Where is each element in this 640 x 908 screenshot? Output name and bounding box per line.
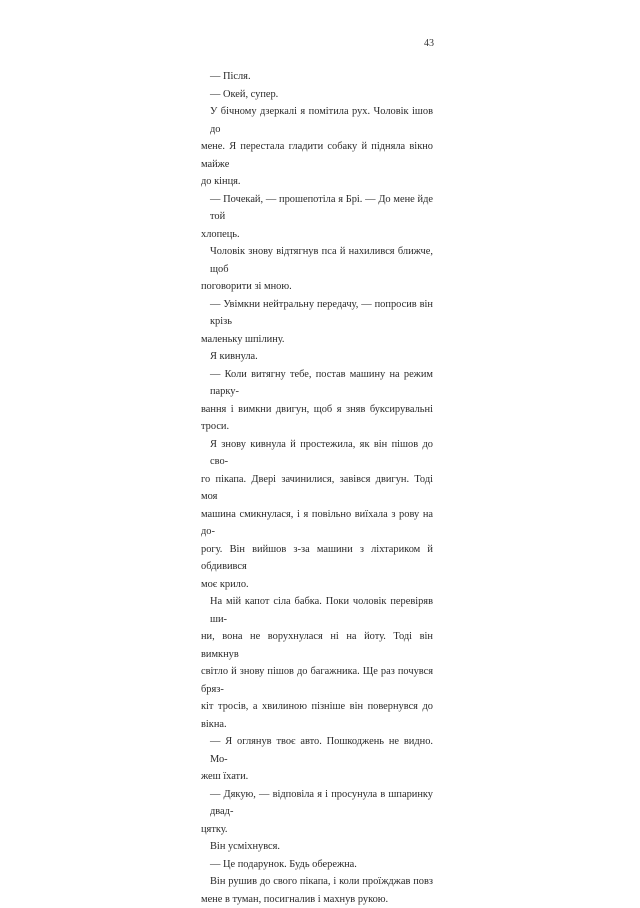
text-line: цятку. <box>201 821 433 839</box>
text-line: Чоловік знову відтягнув пса й нахилився ближче, щоб <box>201 243 433 278</box>
text-line: Я кивнула. <box>201 348 433 366</box>
text-line: рогу. Він вийшов з-за машини з ліхтариком й обдивився <box>201 541 433 576</box>
text-line: кіт тросів, а хвилиною пізніше він повернувся до вікна. <box>201 698 433 733</box>
text-line: — Коли витягну тебе, постав машину на режим парку- <box>201 366 433 401</box>
text-line: моє крило. <box>201 576 433 594</box>
text-line: — Після. <box>201 68 433 86</box>
text-line: Я знову кивнула й простежила, як він пішов до сво- <box>201 436 433 471</box>
text-line: го пікапа. Двері зачинилися, завівся двигун. Тоді моя <box>201 471 433 506</box>
text-line: машина смикнулася, і я повільно виїхала з рову на до- <box>201 506 433 541</box>
page-number: 43 <box>418 38 434 49</box>
text-line: У бічному дзеркалі я помітила рух. Чоловік ішов до <box>201 103 433 138</box>
text-line: поговорити зі мною. <box>201 278 433 296</box>
text-line: мене в туман, посигналив і махнув рукою. <box>201 891 433 908</box>
text-line: хлопець. <box>201 226 433 244</box>
text-line: до кінця. <box>201 173 433 191</box>
text-line: — Це подарунок. Будь обережна. <box>201 856 433 874</box>
body-text <box>201 68 433 908</box>
text-line: На мій капот сіла бабка. Поки чоловік перевіряв ши- <box>201 593 433 628</box>
text-line: — Я оглянув твоє авто. Пошкоджень не видно. Мо- <box>201 733 433 768</box>
text-line: — Почекай, — прошепотіла я Брі. — До мене йде той <box>201 191 433 226</box>
text-line: вання і вимкни двигун, щоб я зняв буксирувальні троси. <box>201 401 433 436</box>
text-line: жеш їхати. <box>201 768 433 786</box>
text-line: ни, вона не ворухнулася ні на йоту. Тоді він вимкнув <box>201 628 433 663</box>
text-line: світло й знову пішов до багажника. Ще раз почувся бряз- <box>201 663 433 698</box>
text-line: мене. Я перестала гладити собаку й підняла вікно майже <box>201 138 433 173</box>
text-line: маленьку шпілину. <box>201 331 433 349</box>
text-line: — Дякую, — відповіла я і просунула в шпаринку двад- <box>201 786 433 821</box>
text-line: Він рушив до свого пікапа, і коли проїжджав повз <box>201 873 433 891</box>
text-line: — Увімкни нейтральну передачу, — попросив він крізь <box>201 296 433 331</box>
text-line: — Окей, супер. <box>201 86 433 104</box>
text-line: Він усміхнувся. <box>201 838 433 856</box>
